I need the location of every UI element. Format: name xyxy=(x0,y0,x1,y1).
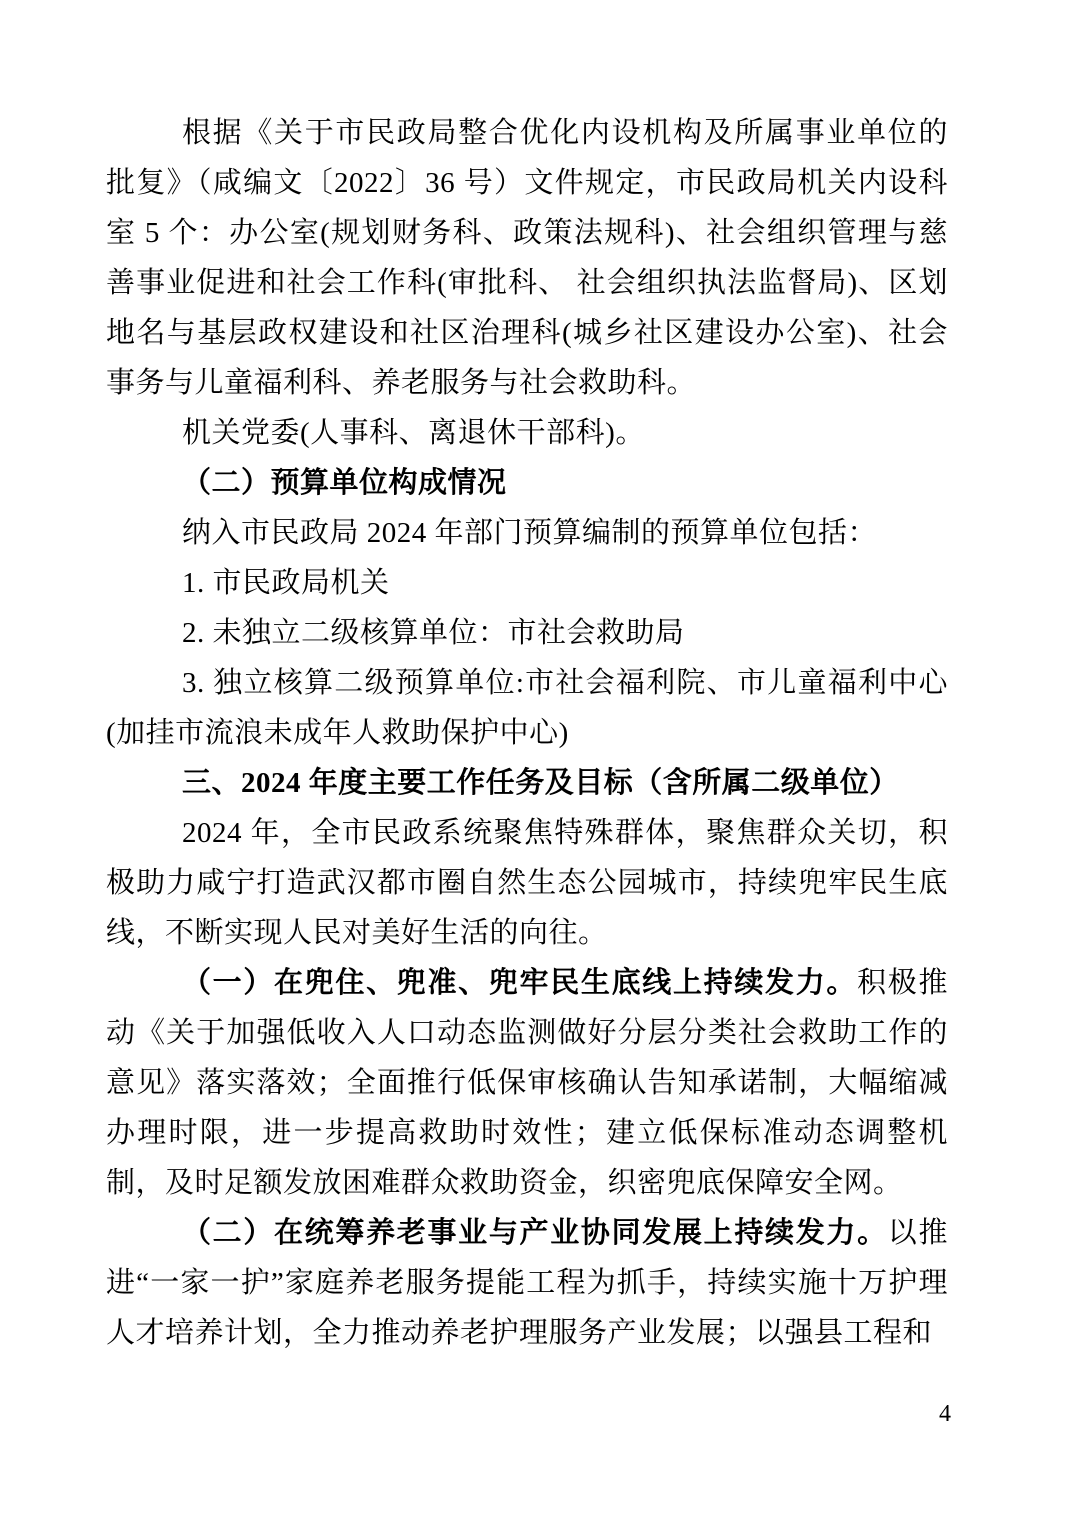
list-item-budget-unit-1: 1. 市民政局机关 xyxy=(182,567,390,599)
paragraph-party-committee: 机关党委(人事科、离退休干部科)。 xyxy=(182,417,645,449)
list-item-budget-unit-3: 3. 独立核算二级预算单位:市社会福利院、市儿童福利中心(加挂市流浪未成年人救助保护中心) xyxy=(106,667,948,749)
paragraph-budget-units-intro: 纳入市民政局 2024 年部门预算编制的预算单位包括： xyxy=(182,517,878,549)
heading-2024-main-tasks: 三、2024 年度主要工作任务及目标（含所属二级单位） xyxy=(182,767,899,799)
paragraph-task-1 xyxy=(106,958,948,1208)
paragraph-task-2 xyxy=(106,1208,948,1358)
paragraph-internal-org-structure: 根据《关于市民政局整合优化内设机构及所属事业单位的批复》（咸编文〔2022〕36 号）文件规定，市民政局机关内设科室 5 个：办公室(规划财务科、政策法规科)、社会组织管理与慈善事业促进和社会工作科(审批科、 社会组织执法监督局)、区划地名与基层政权建设和社区治理科(城乡社区建设办公室)、社会事务与儿童福利科、养老服务与社会救助科。 xyxy=(106,117,948,399)
list-item-budget-unit-2: 2. 未独立二级核算单位：市社会救助局 xyxy=(182,617,685,649)
document-body xyxy=(106,108,948,1358)
task-2-lead: （二）在统筹养老事业与产业协同发展上持续发力。 xyxy=(182,1217,888,1249)
task-2-body: 以推进“一家一护”家庭养老服务提能工程为抓手，持续实施十万护理人才培养计划，全力推动养老护理服务产业发展；以强县工程和 xyxy=(106,1217,948,1349)
paragraph-2024-overview: 2024 年，全市民政系统聚焦特殊群体，聚焦群众关切，积极助力咸宁打造武汉都市圈自然生态公园城市，持续兜牢民生底线，不断实现人民对美好生活的向往。 xyxy=(106,817,948,949)
task-1-body: 积极推动《关于加强低收入人口动态监测做好分层分类社会救助工作的意见》落实落效；全面推行低保审核确认告知承诺制，大幅缩减办理时限，进一步提高救助时效性；建立低保标准动态调整机制，及时足额发放困难群众救助资金，织密兜底保障安全网。 xyxy=(106,967,948,1199)
task-1-lead: （一）在兜住、兜准、兜牢民生底线上持续发力。 xyxy=(182,967,858,999)
heading-budget-unit-composition: （二）预算单位构成情况 xyxy=(182,467,507,499)
page-number: 4 xyxy=(939,1401,951,1427)
